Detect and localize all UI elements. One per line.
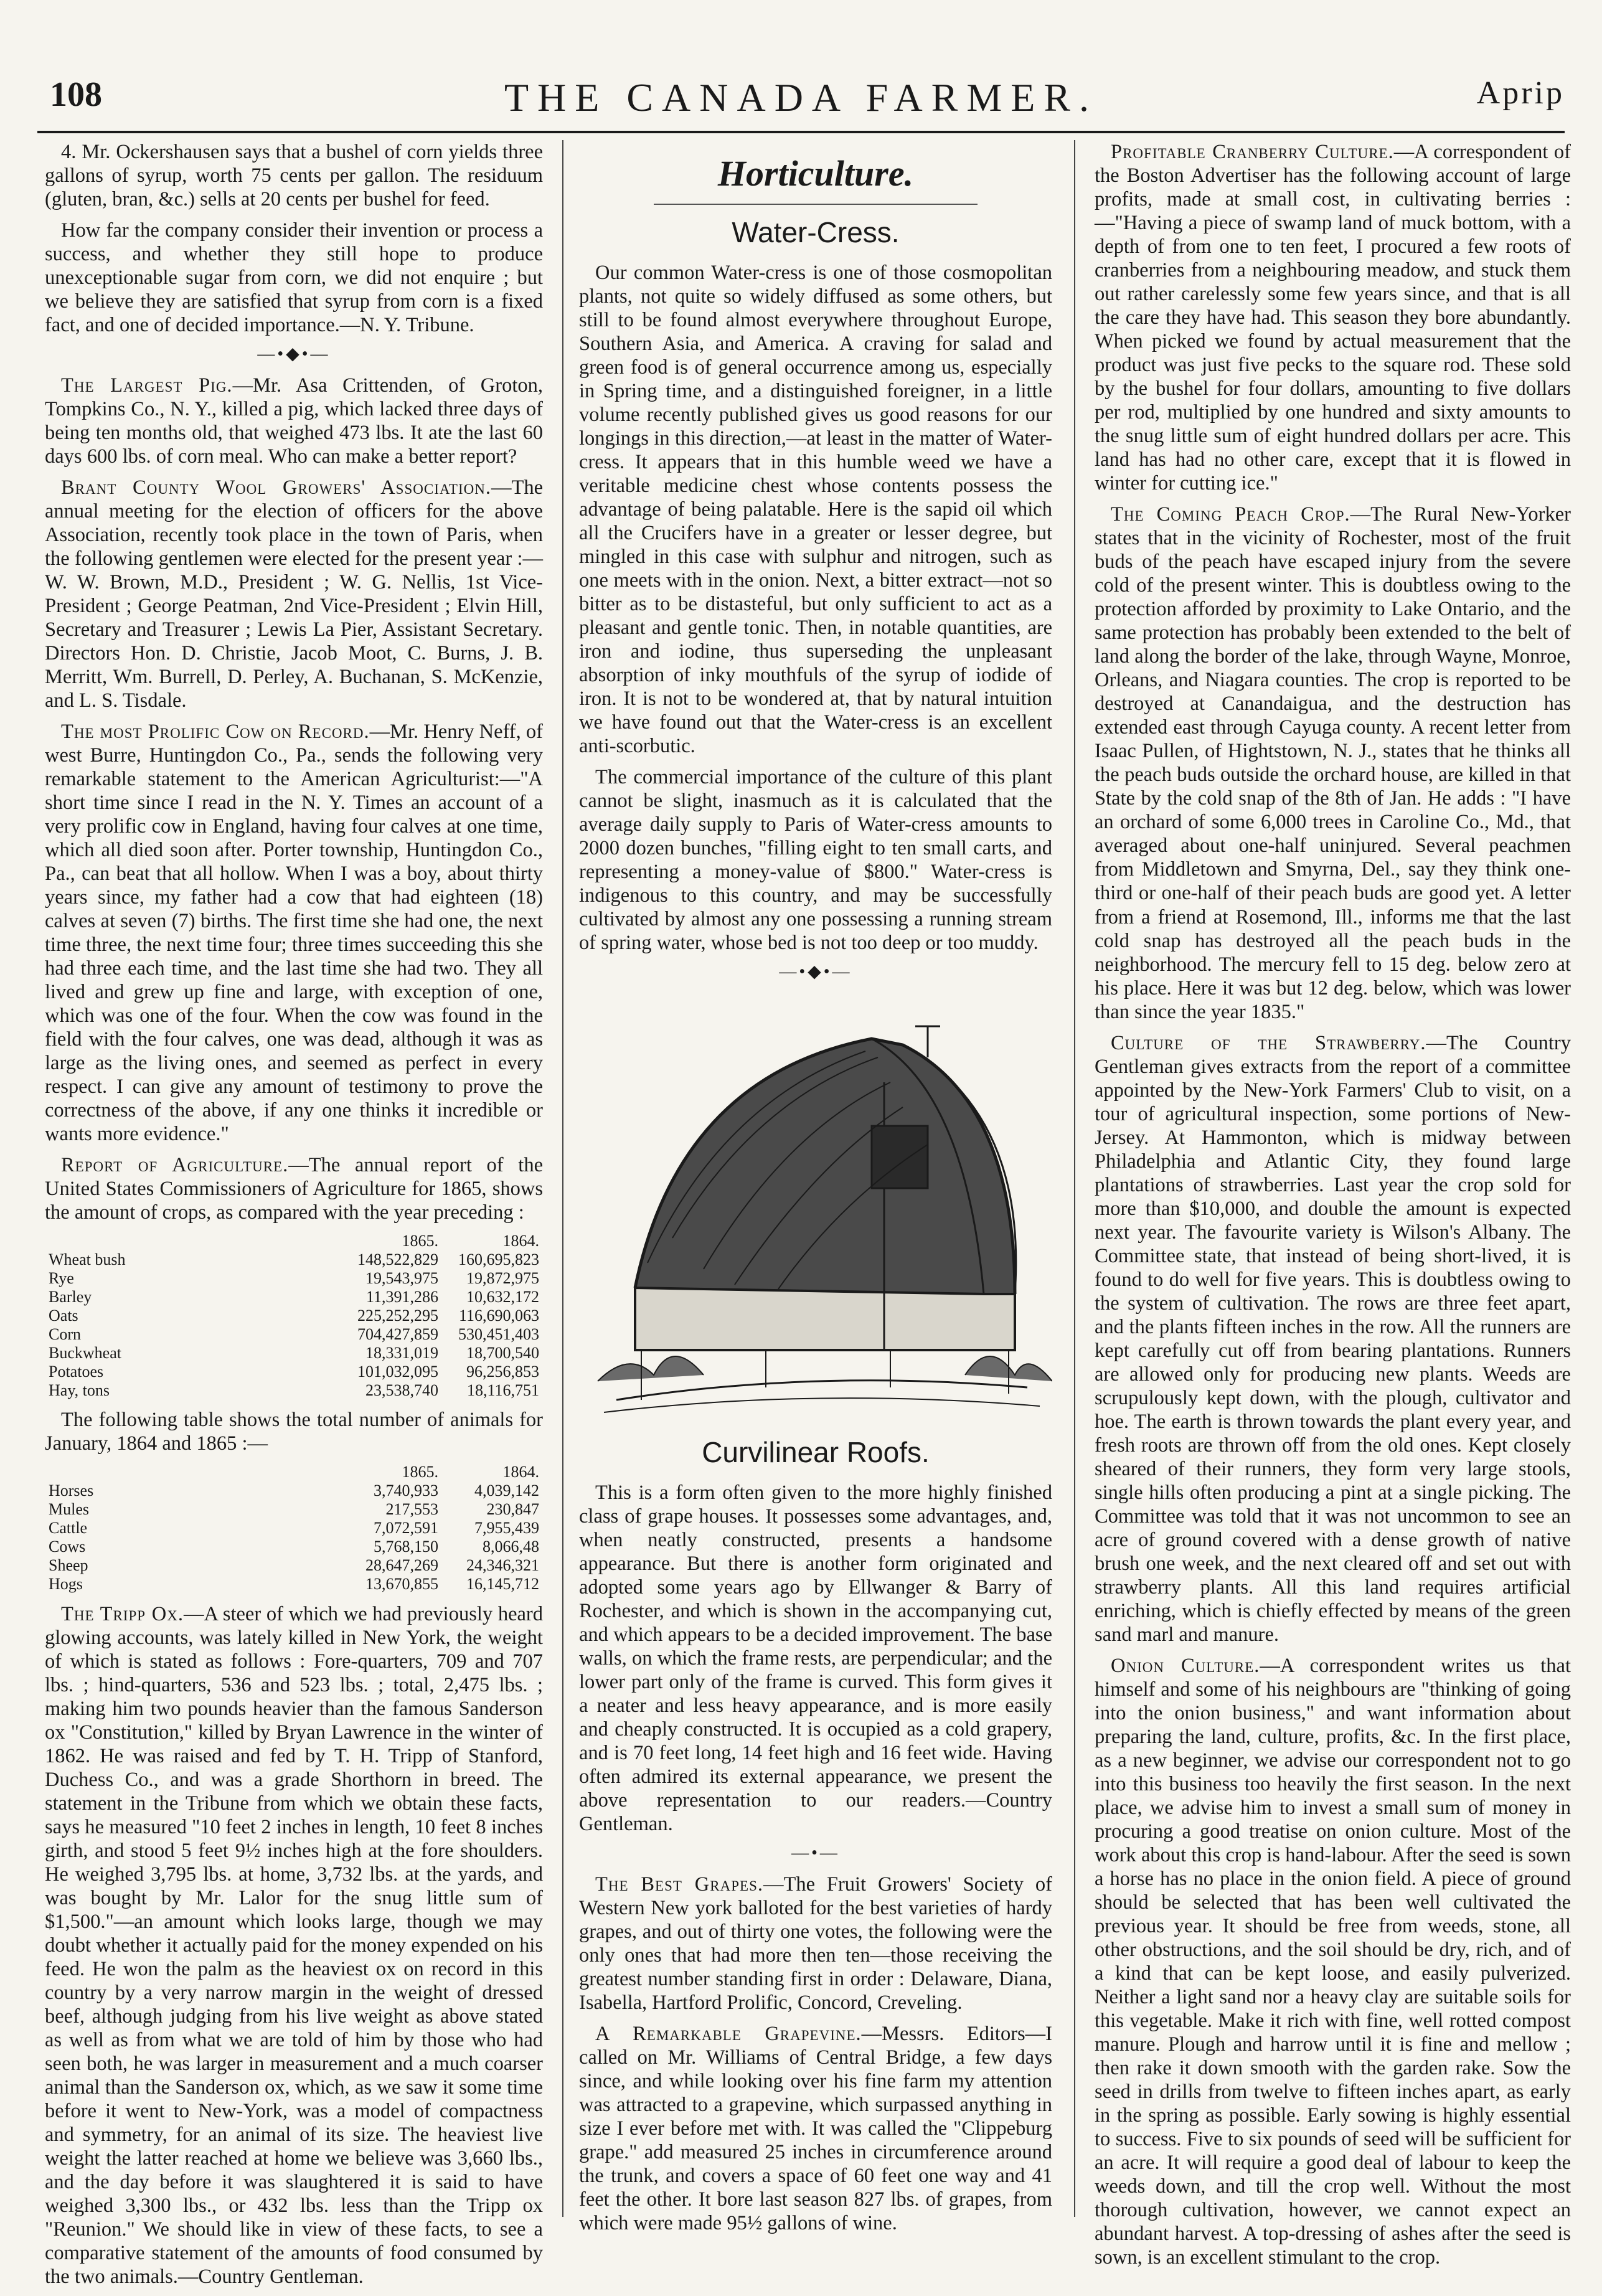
curvilinear-roof-grape-house-image [579, 1001, 1052, 1425]
ornament-divider: —•— [791, 1843, 840, 1863]
table-row: Horses 3,740,933 4,039,142 [49, 1481, 539, 1500]
article-prolific-cow: The most Prolific Cow on Record.—Mr. Henry Neff, of west Burre, Huntingdon Co., Pa., sends the following very remarkable statement to the American Agriculturist:—"A short time since I read in the N. Y. Times an account of a very prolific cow in England, having four calves at one time, which all died soon after. Porter township, Huntingdon Co., Pa., can beat that all hollow. When I was a boy, about thirty years since, my father had a cow that had eighteen (18) calves at seven (7) births. The first time she had one, the next time three, the next time four; three times succeeding this she had three each time, and the last time she had two. They all lived and grew up fine and large, with exception of one, which was one of the four. When the cow was found in the field with the four calves, one was dead, although it was as large as the living ones, and seemed as perfect in every respect. I can give any amount of testimony to prove the correctness of the above, if any one thinks it incredible or wants more evidence." [45, 720, 543, 1146]
column-middle [579, 140, 1052, 2242]
table-row: Sheep 28,647,269 24,346,321 [49, 1556, 539, 1574]
article-wool-growers: Brant County Wool Growers' Association.—The annual meeting for the election of officers for the above Association, recently took place in the town of Paris, when the following gentlemen were elected for the present year :—W. W. Brown, M.D., President ; W. G. Nellis, 1st Vice-President ; George Peatman, 2nd Vice-President ; Elvin Hill, Secretary and Treasurer ; Lewis La Pier, Assistant Secretary. Directors Hon. D. Christie, Jacob Moot, C. Burns, J. B. Merritt, Wm. Burrell, D. Perley, A. Buchanan, S. McKenzie, and L. S. Tisdale. [45, 476, 543, 712]
article-best-grapes: The Best Grapes.—The Fruit Growers' Society of Western New york balloted for the best varieties of hardy grapes, and out of thirty one votes, the following were the only ones that had more then ten—those receiving the greatest number standing first in order : Delaware, Diana, Isabella, Hartford Prolific, Concord, Creveling. [579, 1873, 1052, 2014]
article-heading: The Best Grapes. [595, 1873, 763, 1896]
issue-month: Aprip [1476, 75, 1565, 111]
article-heading: The Tripp Ox. [61, 1602, 184, 1625]
paragraph-animals-intro: The following table shows the total number of animals for January, 1864 and 1865 :— [45, 1409, 543, 1455]
grape-house-illustration [579, 1001, 1052, 1425]
column-right [1095, 140, 1571, 2277]
article-cranberry-culture: Profitable Cranberry Culture.—A correspondent of the Boston Advertiser has the following account of large profits, made at small cost, in cultivating berries :—"Having a piece of swamp land of muck bottom, with a depth of from one to ten feet, I procured a few roots of cranberries from a neighbouring meadow, and stuck them out rather carelessly some few years since, and that is all the care they have had. This season they bore abundantly. When picked we found by actual measurement that the product was just five pecks to the square rod. These sold by the bushel for four dollars, amounting to five dollars per rod, multiplied by one hundred and sixty amounts to the snug little sum of eight hundred dollars per acre. This land has had no other care, except that it is flowed in winter for cutting ice." [1095, 141, 1571, 495]
table-row: Barley 11,391,286 10,632,172 [49, 1288, 539, 1306]
header-rule [37, 131, 1565, 133]
table-header-year: 1865. [402, 1232, 438, 1250]
article-title-water-cress: Water-Cress. [732, 215, 900, 248]
article-heading: The most Prolific Cow on Record. [61, 720, 370, 744]
article-heading: Culture of the Strawberry. [1111, 1031, 1426, 1054]
crops-table [45, 1232, 543, 1399]
article-heading: Onion Culture. [1111, 1654, 1260, 1677]
article-heading: Profitable Cranberry Culture. [1111, 141, 1394, 163]
article-strawberry: Culture of the Strawberry.—The Country Gentleman gives extracts from the report of a committee appointed by the New-York Farmers' Club to visit, on a tour of agricultural inspection, some portions of New-Jersey. At Hammonton, which is midway between Philadelphia and Atlantic City, they found large plantations of strawberries. Last year the crop sold for more than $10,000, and double the amount is expected next year. The favourite variety is Wilson's Albany. The Committee state, that instead of being short-lived, it is found to do well for five years. This is doubtless owing to the system of cultivation. The rows are three feet apart, and the plants fifteen inches in the row. All the runners are kept carefully cut off from bearing plantations. Runners are allowed only for producing new plants. Weeds are scrupulously kept down, with the plough, cultivator and hoe. The earth is thrown towards the plant every year, and fresh roots are thrown off from the old ones. Kept closely sheared of their runners, they form very large stools, single hills often producing a pint at a single picking. The Committee was told that it was not uncommon to see an acre of ground covered with a dense growth of native brush one week, and the next cleared off and set out with strawberry plants. All this land requires artificial enriching, which is chiefly effected by means of the green sand marl and manure. [1095, 1031, 1571, 1646]
paragraph-curvilinear-roofs: This is a form often given to the more highly finished class of grape houses. It possesses some advantages, and, when neatly constructed, presents a handsome appearance. But there is another form originated and adopted some years ago by Ellwanger & Barry of Rochester, and which is shown in the accompanying cut, and which appears to be a decided improvement. The base walls, on which the frame rests, are perpendicular; and the lower part only of the frame is curved. This form gives it a neater and less heavy appearance, and is more easily and cheaply constructed. It is occupied as a cold grapery, and is 70 feet long, 14 feet high and 16 feet wide. Having often admired its external appearance, we present the above representation to our readers.—Country Gentleman. [579, 1481, 1052, 1835]
column-divider [562, 140, 563, 2217]
table-row: Cows 5,768,150 8,066,48 [49, 1538, 539, 1556]
animals-table [45, 1463, 543, 1593]
masthead: THE CANADA FARMER. [504, 75, 1098, 120]
article-heading: A Remarkable Grapevine. [595, 2022, 862, 2045]
table-row: Hogs 13,670,855 16,145,712 [49, 1574, 539, 1593]
column-left [45, 140, 543, 2296]
table-row: Hay, tons 23,538,740 18,116,751 [49, 1381, 539, 1399]
table-header-year: 1865. [402, 1463, 438, 1481]
rule [654, 204, 978, 205]
article-report-agriculture: Report of Agriculture.—The annual report of the United States Commissioners of Agriculture for 1865, shows the amount of crops, as compared with the year preceding : [45, 1154, 543, 1224]
article-title-curvilinear-roofs: Curvilinear Roofs. [702, 1435, 930, 1468]
paragraph-corn-syrup: 4. Mr. Ockershausen says that a bushel of corn yields three gallons of syrup, worth 75 cents per gallon. The residuum (gluten, bran, &c.) sells at 20 cents per bushel for feed. [45, 141, 543, 211]
article-onion-culture: Onion Culture.—A correspondent writes us that himself and some of his neighbours are "thinking of going into the onion business," and want information about preparing the land, culture, profits, &c. In the first place, as a new beginner, we advise our correspondent not to go into this business too heavily the first season. In the next place, we advise him to invest a small sum of money in procuring a good treatise on onion culture. Most of the work about this crop is hand-labour. After the seed is sown a horse has no place in the onion field. A piece of ground should be selected that has been well cultivated the previous year. It should be free from weeds, stone, all other obstructions, and the soil should be dry, rich, and of a kind that can be kept loose, and easily pulverized. Neither a light sand nor a heavy clay are suitable soils for this vegetable. Make it rich with fine, well rotted compost manure. Plough and harrow until it is fine and mellow ; then rake it down smooth with the garden rake. Sow the seed in drills from twelve to fifteen inches apart, as early in the spring as possible. Early sowing is highly essential to success. Five to six pounds of seed will be sufficient for an acre. It will require a good deal of labour to keep the weeds down, and till the crop well. Without the most thorough cultivation, however, we cannot expect an abundant harvest. A top-dressing of ashes after the seed is sown, is an excellent stimulant to the crop. [1095, 1654, 1571, 2269]
table-row: Oats 225,252,295 116,690,063 [49, 1306, 539, 1325]
article-tripp-ox: The Tripp Ox.—A steer of which we had previously heard glowing accounts, was lately killed in New York, the weight of which is stated as follows : Fore-quarters, 709 and 707 lbs. ; hind-quarters, 536 and 523 lbs. ; total, 2,475 lbs. ; making him two pounds heavier than the famous Sanderson ox "Constitution," killed by Bryan Lawrence in the winter of 1862. He was raised and fed by T. H. Tripp of Stanford, Duchess Co., and was a grade Shorthorn in breed. The statement in the Tribune from which we obtain these facts, says he measured "10 feet 2 inches in length, 10 feet 8 inches girth, and stood 5 feet 9½ inches high at the fore shoulders. He weighed 3,795 lbs. at home, 3,732 lbs. at the yards, and was bought by Mr. Lalor for the snug little sum of $1,500."—an amount which looks large, though we may doubt whether it actually paid for the money expended on his feed. He won the palm as the heaviest ox on record in this country by a very narrow margin in the weight of dressed beef, although judging from his live weight as above stated as well as from what we are told of him by those who had seen both, he was larger in measurement and a much coarser animal than the Sanderson ox, which, as we saw it some time before it went to New-York, was a model of compactness and symmetry, for an animal of its size. The heaviest live weight the latter reached at home we believe was 3,660 lbs., and the day before it was slaughtered it is said to have weighed 3,300 lbs., or 432 lbs. less than the Tripp ox "Reunion." We should like in view of these facts, to see a comparative statement of the amounts of food consumed by the two animals.—Country Gentleman. [45, 1602, 543, 2289]
article-heading: The Largest Pig. [61, 374, 233, 397]
paragraph-water-cress: Our common Water-cress is one of those cosmopolitan plants, not quite so widely diffused as some others, but still to be found almost everywhere throughout Europe, Southern Asia, and America. A craving for salad and green food is of general occurrence among us, especially in Spring time, and a distinguished foreigner, in a little volume recently published gives us good reasons for our longings in this direction,—at least in the matter of Water-cress. It appears that in this humble weed we have a veritable medicine chest whose contents possess the advantage of being palatable. Here is the sapid oil which all the Crucifers have in a greater or lesser degree, but mingled in this case with sulphur and nitrogen, such as one meets with in the onion. Next, a bitter extract—not so bitter as to be distasteful, but only sufficient to act as a pleasant and gentle tonic. Then, in notable quantities, are iron and iodine, thus superseding the unpleasant absorption of inky mouthfuls of the syrup of iodide of iron. It is not to be wondered at, that by natural intuition we have found out that the Water-cress is an excellent anti-scorbutic. [579, 261, 1052, 757]
ornament-divider: —•◆•— [779, 962, 852, 982]
page-number: 108 [50, 75, 102, 114]
table-row: Cattle 7,072,591 7,955,439 [49, 1519, 539, 1538]
table-header-blank [45, 1232, 341, 1250]
paragraph-water-cress-commerce: The commercial importance of the culture of this plant cannot be slight, inasmuch as it is calculated that the average daily supply to Paris of Water-cress amounts to 2000 dozen bunches, "filling eight to ten small carts, and representing a money-value of $800." Water-cress is indigenous to this country, and may be successfully cultivated by almost any one possessing a running stream of spring water, whose bed is not too deep or too muddy. [579, 766, 1052, 955]
paragraph-corn-sugar: How far the company consider their invention or process a success, and whether they still hope to produce unexceptionable sugar from corn, we did not enquire ; but we believe they are satisfied that syrup from corn is a fixed fact, and one of decided importance.—N. Y. Tribune. [45, 219, 543, 337]
article-heading: Brant County Wool Growers' Association. [61, 476, 491, 499]
article-heading: The Coming Peach Crop. [1111, 503, 1350, 526]
column-divider [1074, 140, 1075, 2217]
table-header-year: 1864. [502, 1232, 539, 1250]
section-title-horticulture: Horticulture. [717, 153, 914, 194]
table-row: Buckwheat 18,331,019 18,700,540 [49, 1343, 539, 1362]
table-row: Rye 19,543,975 19,872,975 [49, 1269, 539, 1288]
ornament-divider: —•◆•— [257, 344, 331, 364]
article-remarkable-grapevine: A Remarkable Grapevine.—Messrs. Editors—I called on Mr. Williams of Central Bridge, a few days since, and while looking over his fine farm my attention was attracted to a grapevine, which surpassed anything in size I ever before met with. It was called the "Clippeburg grape." add measured 25 inches in circumference around the trunk, and covers a space of 60 feet one way and 41 feet the other. It bore last season 827 lbs. of grapes, from which were made 95½ gallons of wine. [579, 2022, 1053, 2234]
table-header-blank [45, 1463, 341, 1481]
table-row: Potatoes 101,032,095 96,256,853 [49, 1362, 539, 1381]
table-row: Corn 704,427,859 530,451,403 [49, 1325, 539, 1343]
page-header [37, 75, 1565, 118]
table-row: Mules 217,553 230,847 [49, 1500, 539, 1519]
table-row: Wheat bush 148,522,829 160,695,823 [49, 1250, 539, 1269]
article-peach-crop: The Coming Peach Crop.—The Rural New-Yorker states that in the vicinity of Rochester, most of the fruit buds of the peach have escaped injury from the severe cold of the present winter. This is doubtless owing to the protection afforded by proximity to Lake Ontario, and the same protection has probably been extended to the belt of land along the border of the lake, through Wayne, Monroe, Orleans, and Niagara counties. The crop is reported to be destroyed at Canandaigua, and the destruction has extended east through Cayuga county. A recent letter from Isaac Pullen, of Hightstown, N. J., states that he thinks all the peach buds outside the orchard house, are killed in that State by the cold snap of the 8th of Jan. He adds : "I have an orchard of some 6,000 trees in Caroline Co., Md., that averaged about one-half uninjured. Several peachmen from Middletown and Smyrna, Del., say they think one-third or one-half of their peach buds are good yet. A letter from a friend at Rosemond, Ill., informs me that the last cold snap has destroyed all the peach buds in the neighborhood. The mercury fell to 15 deg. below zero at his place. Here it was but 12 deg. below, which was lower than since the year 1835." [1095, 503, 1571, 1023]
table-header-year: 1864. [502, 1463, 539, 1481]
article-heading: Report of Agriculture. [61, 1154, 289, 1177]
article-largest-pig: The Largest Pig.—Mr. Asa Crittenden, of Groton, Tompkins Co., N. Y., killed a pig, which lacked three days of being ten months old, that weighed 473 lbs. It ate the last 60 days 600 lbs. of corn meal. Who can make a better report? [45, 374, 543, 468]
